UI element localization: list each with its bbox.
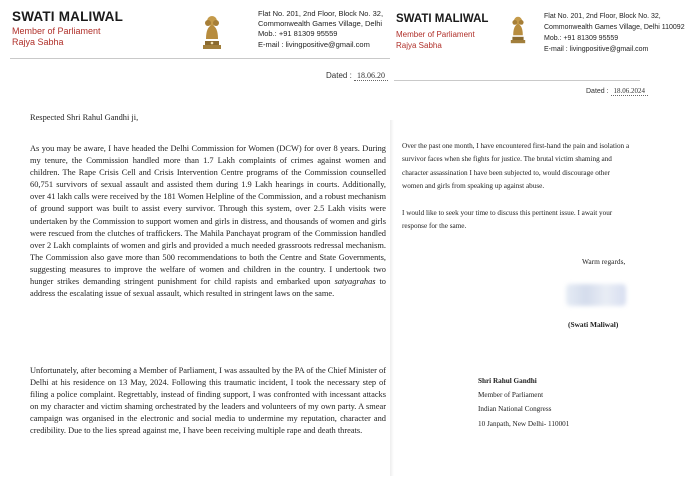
- letterhead-title: Member of Parliament: [12, 26, 101, 36]
- date-line: [586, 87, 648, 96]
- body-paragraph-1: [30, 143, 386, 300]
- date-label: Dated :: [326, 71, 352, 80]
- italic-term: satyagrahas: [334, 277, 376, 287]
- letterhead-address: [258, 9, 393, 50]
- address-line: Mob.: +91 81309 95559: [258, 29, 338, 39]
- letterhead-address: [544, 11, 685, 55]
- paragraph-text: to address the escalating issue of sexual assault, which resulted in stringent laws on the same.: [30, 277, 386, 299]
- date-value: 18.06.2024: [611, 87, 649, 96]
- signatory-name: (Swati Maliwal): [568, 320, 619, 329]
- date-line: [326, 71, 388, 81]
- body-paragraph-1: Over the past one month, I have encountered first-hand the pain and isolation a survivor faces when she fights for justice. The brutal victim shaming and character assassination I have been subjected to, would discourage other women and girls from speaking up against abuse.: [402, 142, 630, 191]
- address-line: Commonwealth Games Village, Delhi 110092: [544, 24, 685, 31]
- body-paragraph-2: I would like to seek your time to discuss this pertinent issue. I await your response for the same.: [402, 209, 613, 231]
- letterhead-name: SWATI MALIWAL: [12, 9, 124, 24]
- address-line: Mob.: +91 81309 95559: [544, 35, 619, 42]
- addressee-block: [478, 374, 569, 431]
- header-divider: [394, 80, 640, 81]
- address-line: Flat No. 201, 2nd Floor, Block No. 32,: [544, 13, 661, 20]
- addressee-line: 10 Janpath, New Delhi- 110001: [478, 419, 570, 428]
- closing-line: Warm regards,: [582, 257, 626, 266]
- letterhead-house: Rajya Sabha: [12, 37, 64, 47]
- address-line: Flat No. 201, 2nd Floor, Block No. 32,: [258, 9, 384, 18]
- national-emblem-icon: [510, 10, 526, 46]
- signature-redacted: [566, 284, 626, 306]
- page-edge-shadow: [390, 120, 394, 476]
- letterhead-title: Member of Parliament: [396, 30, 475, 39]
- salutation: Respected Shri Rahul Gandhi ji,: [30, 113, 139, 122]
- address-line: E-mail : livingpositive@gmail.com: [544, 46, 649, 53]
- letterhead-house: Rajya Sabha: [396, 41, 442, 50]
- header-divider: [10, 58, 390, 59]
- addressee-line: Member of Parliament: [478, 391, 544, 400]
- letterhead-name: SWATI MALIWAL: [396, 13, 489, 25]
- paragraph-text: As you may be aware, I have headed the Delhi Commission for Women (DCW) for over 8 years. During my tenure, the Commission handled more than 1.7 Lakh complaints of crimes against women and children. The Rape Crisis Cell and Crisis Intervention Centre programs of the Commission counselled 60,751 survivors of sexual assault and assisted them during 1.9 Lakh hearings in courts. Additionally, over 41 lakh calls were received by the 181 Women Helpline of the Commission, and a robust mechanism of ground support was built to assist every survivor. Through this system, over 2.5 Lakh visits were undertaken by the Commission to support women and girls in distress, and thousands of women and girls were rescued from the clutches of traffickers. The Mahila Panchayat program of the Commission handled over 2 Lakh complaints of women and girls and provided a much needed grassroots redressal mechanism. The Commission also gave more than 500 recommendations to both the Centre and State Governments, suggesting measures to improve the welfare of women and children in the country. I undertook two hunger strikes demanding stringent punishment for child rapists and embarked upon: [30, 144, 386, 287]
- addressee-line: Indian National Congress: [478, 405, 552, 414]
- date-value: 18.06.20: [354, 71, 388, 81]
- date-label: Dated :: [586, 88, 609, 95]
- body-paragraph-2: Unfortunately, after becoming a Member of Parliament, I was assaulted by the PA of the Chief Minister of Delhi at his residence on 13 May, 2024. Following this traumatic incident, I took the necessary step of filing a police complaint. Regrettably, instead of finding support, I was confronted with incessant attacks on my character and victim shaming orchestrated by the leaders and volunteers of my own party. A smear campaign was organised in the electronic and social media to undermine my reputation, character and credibility. Due to the lies spread against me, I have been receiving multiple rape and death threats.: [30, 366, 386, 436]
- letter-page-2: [390, 0, 685, 480]
- address-line: Commonwealth Games Village, Delhi: [258, 19, 383, 29]
- addressee-name: Shri Rahul Gandhi: [478, 377, 537, 385]
- address-line: E-mail : livingpositive@gmail.com: [258, 39, 370, 49]
- national-emblem-icon: [202, 9, 222, 51]
